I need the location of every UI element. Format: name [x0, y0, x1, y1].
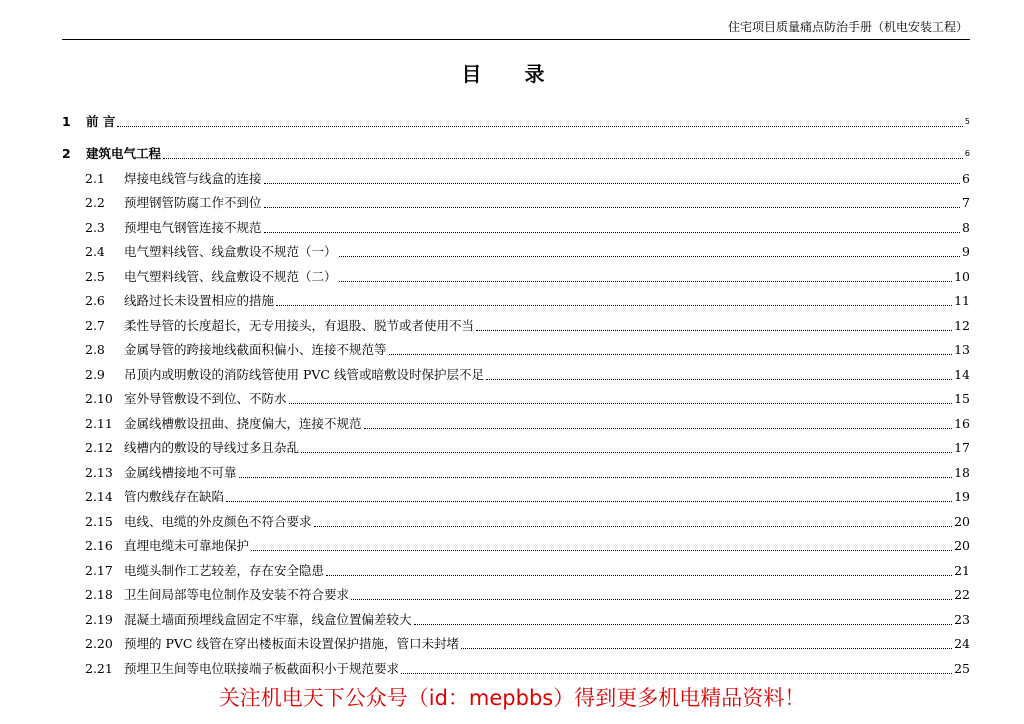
- toc-entry-number: 2.19: [85, 611, 113, 627]
- toc-entry-page: 15: [954, 391, 970, 406]
- toc-entry-title: 金属线槽接地不可靠: [124, 464, 237, 480]
- toc-entry-number: 2.1: [85, 170, 105, 186]
- toc-entry[interactable]: [62, 653, 970, 678]
- toc-entry-number: 2.8: [85, 342, 105, 357]
- toc-entry-title: 直埋电缆未可靠地保护: [124, 538, 250, 553]
- toc-entry-title: 电缆头制作工艺较差，存在安全隐患: [124, 562, 325, 578]
- toc-entry-page: 12: [954, 317, 970, 333]
- toc-entry-title: 混凝土墙面预埋线盒固定不牢靠，线盒位置偏差较大: [124, 611, 412, 627]
- toc-entry[interactable]: [62, 310, 970, 335]
- toc-entry-title: 电气塑料线管、线盒敷设不规范（一）: [124, 244, 337, 259]
- toc-entry-building-electrical[interactable]: [62, 139, 970, 164]
- toc-entry-page: 8: [962, 219, 970, 235]
- toc-entry[interactable]: [62, 457, 970, 482]
- dot-leader: [314, 525, 953, 527]
- toc-entry[interactable]: [62, 384, 970, 409]
- toc-entry-number: 2: [62, 146, 71, 161]
- toc-entry-number: 2.2: [85, 195, 105, 210]
- toc-entry[interactable]: [62, 188, 970, 213]
- toc-entry-title: 室外导管敷设不到位、不防水: [124, 391, 287, 406]
- header-rule: [62, 39, 970, 40]
- dot-leader: [264, 182, 961, 184]
- toc-entry-number: 2.3: [85, 219, 105, 235]
- dot-leader: [289, 402, 953, 404]
- toc-entry[interactable]: [62, 531, 970, 556]
- promo-banner: 关注机电天下公众号（id：mepbbs）得到更多机电精品资料！: [218, 686, 806, 710]
- toc-entry-title: 电线、电缆的外皮颜色不符合要求: [124, 513, 312, 529]
- dot-leader: [461, 647, 952, 649]
- running-header: 住宅项目质量痛点防治手册（机电安装工程）: [727, 20, 968, 34]
- toc-entry-number: 2.16: [85, 538, 113, 553]
- toc-entry[interactable]: [62, 237, 970, 262]
- toc-entry[interactable]: [62, 629, 970, 654]
- toc-entry[interactable]: [62, 604, 970, 629]
- toc-entry-page: 11: [954, 293, 970, 308]
- toc-entry[interactable]: [62, 482, 970, 507]
- toc-entry-title: 线槽内的敷设的导线过多且杂乱: [124, 440, 300, 455]
- toc-entry-page: 10: [954, 268, 970, 284]
- dot-leader: [339, 255, 961, 257]
- toc-entry[interactable]: [62, 286, 970, 311]
- toc-entry[interactable]: [62, 261, 970, 286]
- dot-leader: [389, 353, 953, 355]
- table-of-contents: [62, 106, 970, 678]
- dot-leader: [276, 304, 952, 306]
- toc-entry-preface[interactable]: [62, 106, 970, 131]
- toc-entry-number: 2.15: [85, 513, 113, 529]
- toc-entry-page: 20: [954, 513, 970, 529]
- dot-leader: [301, 451, 952, 453]
- toc-entry-title: 卫生间局部等电位制作及安装不符合要求: [124, 587, 350, 602]
- toc-entry-number: 2.12: [85, 440, 113, 455]
- toc-entry-page: 14: [954, 366, 970, 382]
- page-title: 目 录: [461, 62, 563, 86]
- toc-entry[interactable]: [62, 408, 970, 433]
- dot-leader: [401, 672, 952, 674]
- toc-entry-number: 2.10: [85, 391, 113, 406]
- dot-leader: [326, 574, 952, 576]
- toc-entry[interactable]: [62, 359, 970, 384]
- toc-entry[interactable]: [62, 163, 970, 188]
- toc-entry-title: 前 言: [86, 113, 116, 129]
- toc-entry-page: 9: [962, 244, 970, 259]
- dot-leader: [364, 427, 953, 429]
- toc-entry-title: 建筑电气工程: [86, 146, 162, 161]
- toc-entry-title: 预埋电气钢管连接不规范: [124, 219, 262, 235]
- toc-entry-page: 17: [954, 440, 970, 455]
- dot-leader: [486, 378, 952, 380]
- toc-entry-number: 2.4: [85, 244, 105, 259]
- dot-leader: [117, 125, 963, 127]
- toc-entry-page: 23: [954, 611, 970, 627]
- toc-entry[interactable]: [62, 580, 970, 605]
- toc-entry-number: 2.9: [85, 366, 105, 382]
- toc-entry-title: 金属导管的跨接地线截面积偏小、连接不规范等: [124, 342, 387, 357]
- dot-leader: [351, 598, 952, 600]
- toc-entry-number: 2.14: [85, 489, 113, 504]
- toc-entry-title: 焊接电线管与线盒的连接: [124, 170, 262, 186]
- toc-entry-page: 16: [954, 415, 970, 431]
- toc-entry[interactable]: [62, 506, 970, 531]
- toc-entry-title: 预埋的 PVC 线管在穿出楼板面未设置保护措施，管口未封堵: [124, 636, 459, 651]
- toc-entry-number: 2.17: [85, 562, 113, 578]
- toc-entry-title: 柔性导管的长度超长，无专用接头，有退股、脱节或者使用不当: [124, 317, 475, 333]
- toc-entry-number: 2.7: [85, 317, 105, 333]
- toc-entry-page: 19: [954, 489, 970, 504]
- toc-subsection-list: [62, 163, 970, 678]
- dot-leader: [264, 231, 961, 233]
- toc-entry-page: 20: [954, 538, 970, 553]
- toc-entry-number: 2.13: [85, 464, 113, 480]
- toc-entry-number: 2.5: [85, 268, 105, 284]
- toc-entry-number: 1: [62, 113, 71, 129]
- dot-leader: [339, 280, 953, 282]
- dot-leader: [226, 500, 952, 502]
- toc-entry-title: 预埋钢管防腐工作不到位: [124, 195, 262, 210]
- toc-entry-page: 21: [954, 562, 970, 578]
- toc-entry-page: 6: [964, 149, 970, 158]
- dot-leader: [251, 549, 952, 551]
- toc-entry-page: 22: [954, 587, 970, 602]
- dot-leader: [239, 476, 953, 478]
- dot-leader: [264, 206, 961, 208]
- toc-entry-page: 18: [954, 464, 970, 480]
- dot-leader: [476, 329, 952, 331]
- toc-entry[interactable]: [62, 555, 970, 580]
- toc-entry-page: 13: [954, 342, 970, 357]
- toc-entry-page: 7: [962, 195, 970, 210]
- toc-entry-title: 预埋卫生间等电位联接端子板截面积小于规范要求: [124, 660, 400, 676]
- toc-entry-number: 2.21: [85, 660, 113, 676]
- toc-entry-page: 6: [962, 170, 970, 186]
- toc-entry-title: 电气塑料线管、线盒敷设不规范（二）: [124, 268, 337, 284]
- dot-leader: [163, 157, 963, 159]
- toc-entry-title: 吊顶内或明敷设的消防线管使用 PVC 线管或暗敷设时保护层不足: [124, 366, 484, 382]
- toc-entry[interactable]: [62, 433, 970, 458]
- toc-entry-title: 金属线槽敷设扭曲、挠度偏大，连接不规范: [124, 415, 362, 431]
- toc-entry[interactable]: [62, 335, 970, 360]
- toc-entry[interactable]: [62, 212, 970, 237]
- toc-entry-page: 5: [964, 116, 970, 126]
- toc-entry-title: 管内敷线存在缺陷: [124, 489, 225, 504]
- toc-entry-page: 24: [954, 636, 970, 651]
- toc-entry-number: 2.18: [85, 587, 113, 602]
- toc-entry-number: 2.11: [85, 415, 113, 431]
- toc-entry-number: 2.20: [85, 636, 113, 651]
- toc-entry-number: 2.6: [85, 293, 105, 308]
- toc-entry-page: 25: [954, 660, 970, 676]
- dot-leader: [414, 623, 953, 625]
- toc-entry-title: 线路过长未设置相应的措施: [124, 293, 275, 308]
